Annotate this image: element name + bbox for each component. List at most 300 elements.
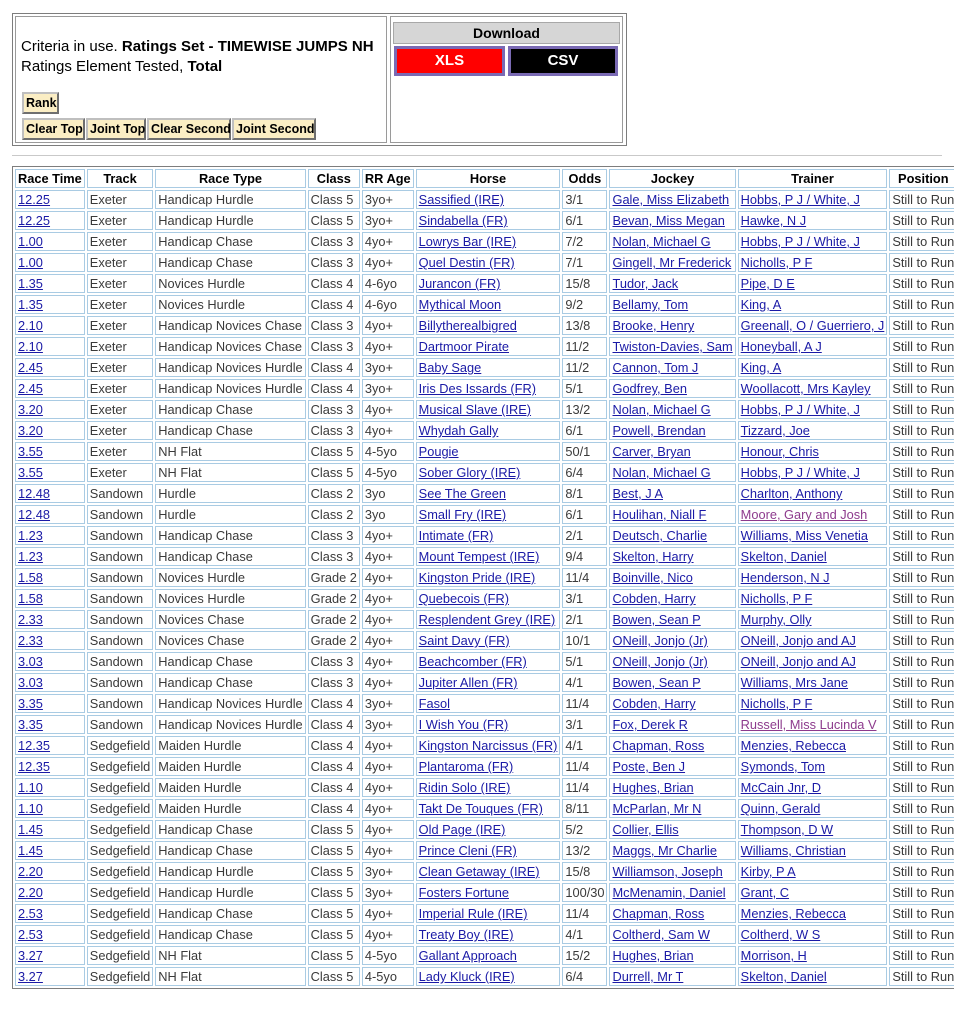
trainer-link[interactable]: McCain Jnr, D (740, 780, 822, 795)
header-row (15, 169, 954, 188)
horse-cell (416, 211, 561, 230)
race-time-link[interactable]: 3.20 (18, 423, 43, 438)
jockey-link[interactable]: Skelton, Harry (612, 549, 694, 564)
trainer-link[interactable]: Nicholls, P F (740, 255, 813, 270)
horse-link[interactable]: Iris Des Issards (FR) (418, 381, 536, 396)
jockey-link[interactable]: Maggs, Mr Charlie (612, 843, 718, 858)
horse-link[interactable]: Ridin Solo (IRE) (418, 780, 511, 795)
trainer-link[interactable]: Kirby, P A (740, 864, 796, 879)
race-time-link[interactable]: 2.45 (18, 360, 43, 375)
class-cell: Class 4 (308, 274, 360, 293)
race-type-cell: Maiden Hurdle (155, 736, 305, 755)
table-row (15, 652, 954, 671)
jockey-link[interactable]: Durrell, Mr T (612, 969, 684, 984)
track-cell: Exeter (87, 463, 153, 482)
age-cell: 4yo+ (362, 904, 414, 923)
trainer-link[interactable]: ONeill, Jonjo and AJ (740, 633, 856, 648)
jockey-link[interactable]: Powell, Brendan (612, 423, 706, 438)
jockey-link[interactable]: Twiston-Davies, Sam (612, 339, 733, 354)
race-time-link[interactable]: 3.03 (18, 675, 43, 690)
horse-cell (416, 883, 561, 902)
trainer-link[interactable]: Hobbs, P J / White, J (740, 234, 860, 249)
age-cell: 3yo+ (362, 190, 414, 209)
jockey-link[interactable]: Hughes, Brian (612, 948, 694, 963)
jockey-link[interactable]: Bowen, Sean P (612, 612, 701, 627)
odds-cell: 4/1 (562, 736, 607, 755)
col-odds[interactable]: Odds (562, 169, 607, 188)
jockey-link[interactable]: Coltherd, Sam W (612, 927, 710, 942)
race-time-cell (15, 211, 85, 230)
track-cell: Sandown (87, 484, 153, 503)
trainer-link[interactable]: King, A (740, 297, 782, 312)
age-cell: 3yo+ (362, 715, 414, 734)
trainer-link[interactable]: Honour, Chris (740, 444, 819, 459)
position-cell: Still to Run (889, 568, 954, 587)
trainer-cell (738, 631, 888, 650)
horse-link[interactable]: Dartmoor Pirate (418, 339, 509, 354)
table-row (15, 946, 954, 965)
horse-link[interactable]: Baby Sage (418, 360, 482, 375)
horse-link[interactable]: Kingston Narcissus (FR) (418, 738, 558, 753)
class-cell: Class 3 (308, 547, 360, 566)
controls-panel (12, 13, 627, 146)
position-cell: Still to Run (889, 295, 954, 314)
track-cell: Sedgefield (87, 799, 153, 818)
horse-link[interactable]: Treaty Boy (IRE) (418, 927, 514, 942)
trainer-link[interactable]: Menzies, Rebecca (740, 738, 846, 753)
odds-cell: 3/1 (562, 589, 607, 608)
trainer-link[interactable]: Charlton, Anthony (740, 486, 843, 501)
download-title: Download (393, 22, 620, 44)
trainer-link[interactable]: Symonds, Tom (740, 759, 826, 774)
jockey-link[interactable]: Cobden, Harry (612, 591, 696, 606)
trainer-cell (738, 673, 888, 692)
class-cell: Class 5 (308, 904, 360, 923)
trainer-link[interactable]: Murphy, Olly (740, 612, 812, 627)
jockey-link[interactable]: ONeill, Jonjo (Jr) (612, 633, 708, 648)
horse-link[interactable]: Old Page (IRE) (418, 822, 506, 837)
trainer-link[interactable]: Honeyball, A J (740, 339, 822, 354)
race-time-link[interactable]: 3.35 (18, 696, 43, 711)
jockey-cell (609, 610, 735, 629)
odds-cell: 11/4 (562, 568, 607, 587)
jockey-link[interactable]: McMenamin, Daniel (612, 885, 726, 900)
table-row (15, 778, 954, 797)
jockey-link[interactable]: Boinville, Nico (612, 570, 693, 585)
position-cell: Still to Run (889, 484, 954, 503)
horse-link[interactable]: Quebecois (FR) (418, 591, 509, 606)
col-jockey[interactable]: Jockey (609, 169, 735, 188)
jockey-link[interactable]: Nolan, Michael G (612, 402, 711, 417)
trainer-link[interactable]: Coltherd, W S (740, 927, 821, 942)
race-time-link[interactable]: 2.10 (18, 339, 43, 354)
jockey-link[interactable]: Deutsch, Charlie (612, 528, 708, 543)
race-type-cell: NH Flat (155, 463, 305, 482)
odds-cell: 5/1 (562, 379, 607, 398)
horse-link[interactable]: Beachcomber (FR) (418, 654, 527, 669)
race-time-link[interactable]: 12.48 (18, 486, 51, 501)
position-cell: Still to Run (889, 736, 954, 755)
race-time-link[interactable]: 2.53 (18, 906, 43, 921)
horse-link[interactable]: Mount Tempest (IRE) (418, 549, 540, 564)
jockey-link[interactable]: Bowen, Sean P (612, 675, 701, 690)
position-cell: Still to Run (889, 967, 954, 986)
horse-link[interactable]: Mythical Moon (418, 297, 502, 312)
jockey-link[interactable]: Nolan, Michael G (612, 234, 711, 249)
jockey-cell (609, 316, 735, 335)
csv-download-button[interactable]: CSV (508, 46, 618, 76)
horse-link[interactable]: Lady Kluck (IRE) (418, 969, 515, 984)
trainer-cell (738, 316, 888, 335)
trainer-link[interactable]: Morrison, H (740, 948, 807, 963)
age-cell: 3yo+ (362, 694, 414, 713)
race-time-link[interactable]: 1.35 (18, 297, 43, 312)
race-time-cell (15, 274, 85, 293)
col-race-time[interactable]: Race Time (15, 169, 85, 188)
track-cell: Exeter (87, 211, 153, 230)
horse-cell (416, 946, 561, 965)
trainer-link[interactable]: Hobbs, P J / White, J (740, 192, 860, 207)
horse-link[interactable]: Imperial Rule (IRE) (418, 906, 528, 921)
odds-cell: 11/4 (562, 757, 607, 776)
horse-link[interactable]: Saint Davy (FR) (418, 633, 510, 648)
trainer-link[interactable]: Williams, Miss Venetia (740, 528, 868, 543)
trainer-link[interactable]: Nicholls, P F (740, 696, 813, 711)
trainer-cell (738, 736, 888, 755)
class-cell: Class 4 (308, 757, 360, 776)
class-cell: Class 5 (308, 190, 360, 209)
trainer-cell (738, 925, 888, 944)
race-type-cell: NH Flat (155, 946, 305, 965)
class-cell: Class 3 (308, 652, 360, 671)
class-cell: Class 5 (308, 841, 360, 860)
clear-top-button[interactable]: Clear Top (22, 118, 85, 140)
race-time-link[interactable]: 1.00 (18, 234, 43, 249)
race-time-cell (15, 505, 85, 524)
position-cell: Still to Run (889, 400, 954, 419)
race-time-link[interactable]: 1.00 (18, 255, 43, 270)
race-time-link[interactable]: 1.58 (18, 591, 43, 606)
race-type-cell: Handicap Novices Hurdle (155, 358, 305, 377)
race-time-cell (15, 715, 85, 734)
class-cell: Class 2 (308, 505, 360, 524)
race-time-link[interactable]: 2.45 (18, 381, 43, 396)
class-cell: Class 3 (308, 421, 360, 440)
horse-link[interactable]: See The Green (418, 486, 506, 501)
age-cell: 3yo+ (362, 358, 414, 377)
jockey-cell (609, 673, 735, 692)
jockey-link[interactable]: Carver, Bryan (612, 444, 691, 459)
track-cell: Sedgefield (87, 904, 153, 923)
race-time-link[interactable]: 1.35 (18, 276, 43, 291)
horse-link[interactable]: Resplendent Grey (IRE) (418, 612, 556, 627)
age-cell: 3yo (362, 484, 414, 503)
race-time-cell (15, 778, 85, 797)
horse-link[interactable]: Jurancon (FR) (418, 276, 501, 291)
race-time-link[interactable]: 2.53 (18, 927, 43, 942)
col-trainer[interactable]: Trainer (738, 169, 888, 188)
trainer-link[interactable]: Russell, Miss Lucinda V (740, 717, 877, 732)
trainer-link[interactable]: Hobbs, P J / White, J (740, 465, 860, 480)
track-cell: Sedgefield (87, 736, 153, 755)
trainer-cell (738, 967, 888, 986)
jockey-link[interactable]: Chapman, Ross (612, 738, 705, 753)
race-time-link[interactable]: 1.58 (18, 570, 43, 585)
class-cell: Class 5 (308, 883, 360, 902)
track-cell: Exeter (87, 232, 153, 251)
position-cell: Still to Run (889, 358, 954, 377)
odds-cell: 6/1 (562, 505, 607, 524)
race-time-link[interactable]: 12.48 (18, 507, 51, 522)
col-rr-age[interactable]: RR Age (362, 169, 414, 188)
trainer-link[interactable]: Woollacott, Mrs Kayley (740, 381, 871, 396)
trainer-cell (738, 715, 888, 734)
horse-link[interactable]: Fosters Fortune (418, 885, 509, 900)
trainer-cell (738, 610, 888, 629)
race-time-cell (15, 253, 85, 272)
jockey-link[interactable]: Cannon, Tom J (612, 360, 699, 375)
trainer-link[interactable]: Nicholls, P F (740, 591, 813, 606)
class-cell: Grade 2 (308, 589, 360, 608)
race-time-link[interactable]: 3.20 (18, 402, 43, 417)
race-time-link[interactable]: 1.10 (18, 801, 43, 816)
trainer-link[interactable]: King, A (740, 360, 782, 375)
jockey-link[interactable]: Gale, Miss Elizabeth (612, 192, 730, 207)
jockey-link[interactable]: Williamson, Joseph (612, 864, 723, 879)
race-type-cell: Handicap Novices Hurdle (155, 379, 305, 398)
horse-link[interactable]: Whydah Gally (418, 423, 499, 438)
race-time-cell (15, 316, 85, 335)
class-cell: Class 2 (308, 484, 360, 503)
trainer-link[interactable]: Greenall, O / Guerriero, J (740, 318, 885, 333)
race-time-link[interactable]: 12.25 (18, 213, 51, 228)
race-time-cell (15, 736, 85, 755)
joint-second-button[interactable]: Joint Second (232, 118, 316, 140)
horse-link[interactable]: Lowrys Bar (IRE) (418, 234, 517, 249)
horse-cell (416, 820, 561, 839)
race-time-link[interactable]: 1.45 (18, 843, 43, 858)
jockey-link[interactable]: Cobden, Harry (612, 696, 696, 711)
jockey-link[interactable]: Collier, Ellis (612, 822, 679, 837)
table-row (15, 799, 954, 818)
jockey-link[interactable]: Bellamy, Tom (612, 297, 689, 312)
race-time-link[interactable]: 3.03 (18, 654, 43, 669)
class-cell: Class 3 (308, 526, 360, 545)
jockey-link[interactable]: McParlan, Mr N (612, 801, 702, 816)
jockey-link[interactable]: Brooke, Henry (612, 318, 695, 333)
trainer-link[interactable]: Hobbs, P J / White, J (740, 402, 860, 417)
horse-link[interactable]: Intimate (FR) (418, 528, 494, 543)
race-time-cell (15, 967, 85, 986)
class-cell: Class 3 (308, 316, 360, 335)
jockey-link[interactable]: Bevan, Miss Megan (612, 213, 725, 228)
position-cell: Still to Run (889, 547, 954, 566)
trainer-cell (738, 442, 888, 461)
horse-link[interactable]: Sindabella (FR) (418, 213, 508, 228)
horse-link[interactable]: Jupiter Allen (FR) (418, 675, 518, 690)
race-time-link[interactable]: 3.35 (18, 717, 43, 732)
horse-link[interactable]: Takt De Touques (FR) (418, 801, 543, 816)
trainer-link[interactable]: Quinn, Gerald (740, 801, 821, 816)
odds-cell: 4/1 (562, 673, 607, 692)
race-time-link[interactable]: 2.20 (18, 885, 43, 900)
trainer-link[interactable]: Grant, C (740, 885, 790, 900)
horse-link[interactable]: Clean Getaway (IRE) (418, 864, 540, 879)
element-label: Ratings Element Tested, (21, 58, 184, 75)
age-cell: 4yo+ (362, 421, 414, 440)
race-time-link[interactable]: 3.55 (18, 465, 43, 480)
horse-link[interactable]: Sober Glory (IRE) (418, 465, 521, 480)
horse-cell (416, 253, 561, 272)
trainer-link[interactable]: Pipe, D E (740, 276, 795, 291)
race-time-link[interactable]: 1.10 (18, 780, 43, 795)
trainer-link[interactable]: Skelton, Daniel (740, 969, 827, 984)
horse-cell (416, 589, 561, 608)
horse-link[interactable]: Prince Cleni (FR) (418, 843, 517, 858)
race-time-link[interactable]: 3.55 (18, 444, 43, 459)
jockey-link[interactable]: Fox, Derek R (612, 717, 688, 732)
odds-cell: 15/8 (562, 274, 607, 293)
class-cell: Class 4 (308, 358, 360, 377)
trainer-link[interactable]: Henderson, N J (740, 570, 830, 585)
table-row (15, 883, 954, 902)
trainer-cell (738, 904, 888, 923)
jockey-link[interactable]: Best, J A (612, 486, 663, 501)
horse-link[interactable]: Billytherealbigred (418, 318, 517, 333)
col-position[interactable]: Position (889, 169, 954, 188)
jockey-cell (609, 337, 735, 356)
race-time-link[interactable]: 2.33 (18, 612, 43, 627)
jockey-link[interactable]: ONeill, Jonjo (Jr) (612, 654, 708, 669)
col-horse[interactable]: Horse (416, 169, 561, 188)
trainer-link[interactable]: Thompson, D W (740, 822, 834, 837)
horse-link[interactable]: Sassified (IRE) (418, 192, 505, 207)
race-time-link[interactable]: 1.45 (18, 822, 43, 837)
race-time-link[interactable]: 2.33 (18, 633, 43, 648)
race-time-link[interactable]: 12.25 (18, 192, 51, 207)
race-time-link[interactable]: 3.27 (18, 969, 43, 984)
criteria-prefix: Criteria in use. (21, 38, 118, 55)
race-time-link[interactable]: 2.10 (18, 318, 43, 333)
trainer-cell (738, 190, 888, 209)
race-time-link[interactable]: 12.35 (18, 738, 51, 753)
horse-link[interactable]: Small Fry (IRE) (418, 507, 507, 522)
track-cell: Sedgefield (87, 967, 153, 986)
position-cell: Still to Run (889, 337, 954, 356)
table-row (15, 316, 954, 335)
jockey-link[interactable]: Godfrey, Ben (612, 381, 687, 396)
col-race-type[interactable]: Race Type (155, 169, 305, 188)
age-cell: 4yo+ (362, 232, 414, 251)
jockey-cell (609, 736, 735, 755)
clear-second-button[interactable]: Clear Second (147, 118, 231, 140)
jockey-cell (609, 715, 735, 734)
race-time-link[interactable]: 1.23 (18, 528, 43, 543)
track-cell: Sandown (87, 652, 153, 671)
col-class[interactable]: Class (308, 169, 360, 188)
horse-link[interactable]: Kingston Pride (IRE) (418, 570, 536, 585)
age-cell: 4yo+ (362, 652, 414, 671)
rank-button[interactable]: Rank (22, 92, 59, 114)
trainer-link[interactable]: Hawke, N J (740, 213, 807, 228)
horse-link[interactable]: Plantaroma (FR) (418, 759, 514, 774)
race-time-cell (15, 442, 85, 461)
trainer-link[interactable]: Williams, Christian (740, 843, 846, 858)
table-row (15, 820, 954, 839)
track-cell: Exeter (87, 274, 153, 293)
divider (12, 155, 942, 156)
race-type-cell: Handicap Chase (155, 526, 305, 545)
race-time-link[interactable]: 2.20 (18, 864, 43, 879)
trainer-link[interactable]: Williams, Mrs Jane (740, 675, 849, 690)
odds-cell: 50/1 (562, 442, 607, 461)
xls-download-button[interactable]: XLS (394, 46, 505, 76)
horse-link[interactable]: Musical Slave (IRE) (418, 402, 532, 417)
table-row (15, 757, 954, 776)
position-cell: Still to Run (889, 274, 954, 293)
horse-link[interactable]: I Wish You (FR) (418, 717, 509, 732)
race-time-cell (15, 463, 85, 482)
odds-cell: 7/2 (562, 232, 607, 251)
horse-link[interactable]: Fasol (418, 696, 450, 711)
race-type-cell: Handicap Novices Hurdle (155, 694, 305, 713)
track-cell: Sandown (87, 547, 153, 566)
trainer-link[interactable]: Menzies, Rebecca (740, 906, 846, 921)
track-cell: Sandown (87, 505, 153, 524)
position-cell: Still to Run (889, 820, 954, 839)
jockey-link[interactable]: Houlihan, Niall F (612, 507, 707, 522)
horse-link[interactable]: Pougie (418, 444, 459, 459)
jockey-cell (609, 190, 735, 209)
col-track[interactable]: Track (87, 169, 153, 188)
horse-link[interactable]: Quel Destin (FR) (418, 255, 515, 270)
race-type-cell: Hurdle (155, 505, 305, 524)
download-box (390, 16, 623, 143)
trainer-link[interactable]: Tizzard, Joe (740, 423, 810, 438)
jockey-link[interactable]: Gingell, Mr Frederick (612, 255, 732, 270)
horse-link[interactable]: Gallant Approach (418, 948, 517, 963)
race-type-cell: Novices Hurdle (155, 274, 305, 293)
trainer-cell (738, 589, 888, 608)
trainer-link[interactable]: ONeill, Jonjo and AJ (740, 654, 856, 669)
table-row (15, 400, 954, 419)
jockey-link[interactable]: Tudor, Jack (612, 276, 679, 291)
joint-top-button[interactable]: Joint Top (86, 118, 146, 140)
track-cell: Sedgefield (87, 946, 153, 965)
jockey-cell (609, 547, 735, 566)
age-cell: 4-5yo (362, 946, 414, 965)
jockey-link[interactable]: Nolan, Michael G (612, 465, 711, 480)
position-cell: Still to Run (889, 232, 954, 251)
race-time-link[interactable]: 12.35 (18, 759, 51, 774)
horse-cell (416, 841, 561, 860)
odds-cell: 2/1 (562, 526, 607, 545)
table-row (15, 463, 954, 482)
race-time-link[interactable]: 3.27 (18, 948, 43, 963)
race-type-cell: Handicap Hurdle (155, 190, 305, 209)
criteria-line-1 (21, 37, 374, 57)
jockey-link[interactable]: Hughes, Brian (612, 780, 694, 795)
odds-cell: 11/4 (562, 694, 607, 713)
trainer-link[interactable]: Moore, Gary and Josh (740, 507, 868, 522)
jockey-link[interactable]: Chapman, Ross (612, 906, 705, 921)
race-type-cell: Novices Chase (155, 631, 305, 650)
jockey-link[interactable]: Poste, Ben J (612, 759, 686, 774)
trainer-link[interactable]: Skelton, Daniel (740, 549, 827, 564)
race-time-link[interactable]: 1.23 (18, 549, 43, 564)
track-cell: Sedgefield (87, 841, 153, 860)
track-cell: Sedgefield (87, 883, 153, 902)
